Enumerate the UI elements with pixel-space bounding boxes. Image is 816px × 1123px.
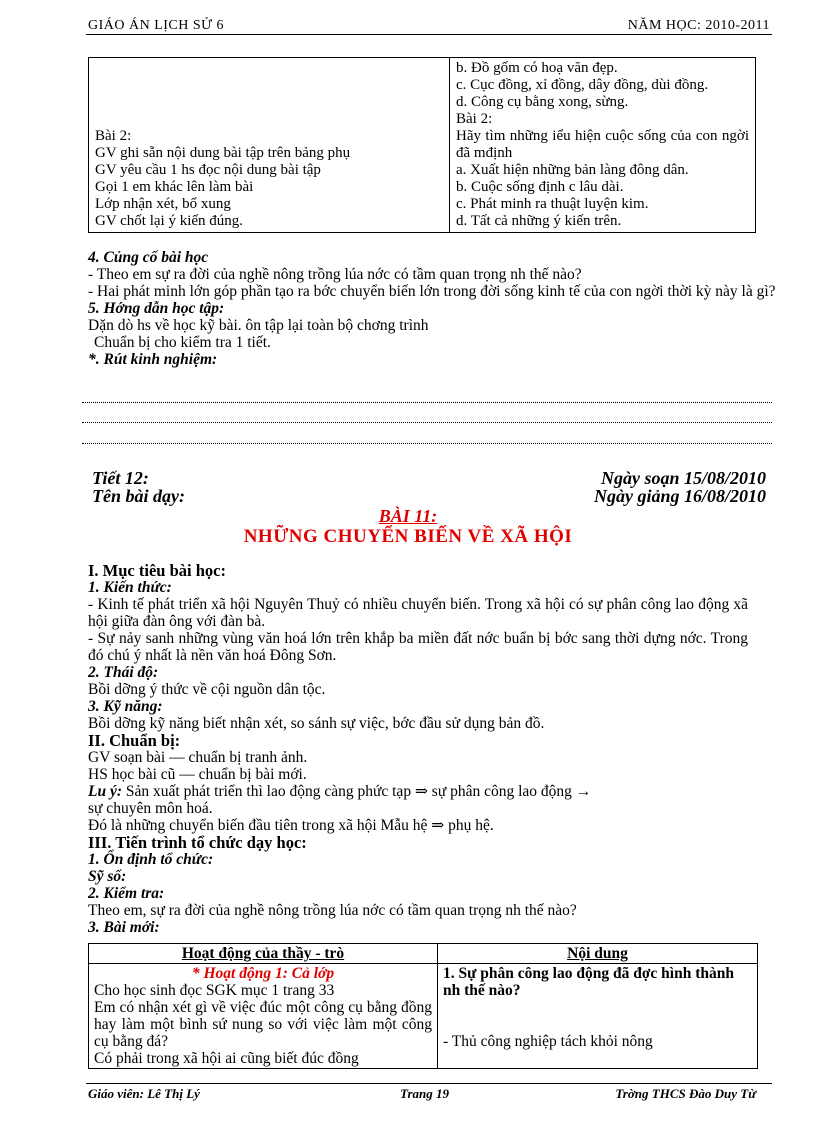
- table1-left-line: GV chốt lại ý kiến đúng.: [95, 213, 244, 229]
- section-4-title: 4. Củng cố bài học: [88, 249, 209, 266]
- activity-left-line: Cho học sinh đọc SGK mục 1 trang 33: [94, 982, 335, 999]
- table1-right-line: d. Công cụ bằng xong, sừng.: [456, 94, 629, 110]
- table1-right-line: Hãy tìm những iểu hiện cuộc sống của con ngời đã mđịnh: [456, 128, 749, 161]
- section-5-line: Dặn dò hs về học kỹ bài. ôn tập lại toàn bộ chơng trình: [88, 317, 429, 334]
- preparation-heading: II. Chuẩn bị:: [88, 731, 181, 750]
- table1-left-line: Gọi 1 em khác lên làm bài: [95, 179, 254, 195]
- table1-right-line: c. Phát minh ra thuật luyện kim.: [456, 196, 649, 212]
- note-line-2: Đó là những chuyển biến đầu tiên trong xã hội Mẫu hệ ⇒ phụ hệ.: [88, 817, 494, 834]
- table1-left-line: Bài 2:: [95, 128, 132, 144]
- footer-divider: [86, 1083, 772, 1084]
- activity-content-cell: [438, 964, 758, 1069]
- section-5-line: Chuẩn bị cho kiểm tra 1 tiết.: [94, 334, 271, 351]
- attitude-item: Bồi dỡng ý thức về cội nguồn dân tộc.: [88, 681, 326, 698]
- activity-table: [88, 943, 758, 1069]
- dotted-line: [82, 422, 772, 423]
- header-right: NĂM HỌC: 2010-2011: [627, 18, 770, 33]
- table1-right-line: b. Đồ gốm có hoạ văn đẹp.: [456, 60, 618, 76]
- table1-left-line: GV ghi sẵn nội dung bài tập trên bảng phụ: [95, 145, 351, 161]
- section-4-line: - Hai phát minh lớn góp phần tạo ra bớc chuyển biến lớn trong đời sống kinh tế của con ngời thời kỳ này là gì?: [88, 283, 776, 300]
- table1-left-line: Lớp nhận xét, bổ xung: [95, 196, 231, 212]
- section-5-title: 5. Hớng dẫn học tập:: [88, 300, 225, 317]
- lesson-body: [88, 562, 776, 936]
- preparation-date: Ngày soạn 15/08/2010: [600, 468, 766, 488]
- content-title: 1. Sự phân công lao động đã đợc hình thành nh thế nào?: [443, 965, 734, 999]
- process-heading: III. Tiến trình tổ chức dạy học:: [88, 833, 307, 852]
- preparation-teacher: GV soạn bài — chuẩn bị tranh ảnh.: [88, 749, 308, 766]
- exercise-teacher-column: [89, 58, 450, 233]
- experience-title: *. Rút kinh nghiệm:: [88, 351, 218, 368]
- activity-header-left: Hoạt động của thầy - trò: [89, 944, 438, 964]
- activity-teacher-cell: [89, 964, 438, 1069]
- process-step-3: 3. Bài mới:: [88, 919, 160, 936]
- lesson-name-label: Tên bài dạy:: [92, 486, 185, 506]
- lesson-title: NHỮNG CHUYỂN BIẾN VỀ XÃ HỘI: [243, 526, 573, 547]
- knowledge-heading: 1. Kiến thức:: [88, 579, 172, 596]
- footer-teacher: Giáo viên: Lê Thị Lý: [88, 1086, 200, 1101]
- content-line: - Thủ công nghiệp tách khỏi nông: [443, 1033, 653, 1050]
- skills-heading: 3. Kỹ năng:: [88, 698, 163, 715]
- footer-school: Trờng THCS Đào Duy Từ: [615, 1086, 756, 1101]
- note-text: Sản xuất phát triển thì lao động càng phức tạp ⇒ sự phân công lao động →: [125, 783, 592, 800]
- section-4: [88, 249, 776, 368]
- dotted-line: [82, 443, 772, 444]
- attitude-heading: 2. Thái độ:: [88, 664, 159, 681]
- table1-right-line: Bài 2:: [456, 111, 493, 127]
- teaching-date: Ngày giảng 16/08/2010: [593, 486, 766, 506]
- lesson-number: Tiết 12:: [92, 468, 149, 488]
- note-line-cont: sự chuyên môn hoá.: [88, 800, 213, 817]
- knowledge-item: - Sự nảy sanh những vùng văn hoá lớn trên khắp ba miền đất nớc buẩn bị bớc sang thời dựng nớc. Trong đó chú ý nhất là nền văn hoá Đông Sơn.: [88, 630, 748, 664]
- table1-right-line: b. Cuộc sống định c lâu dài.: [456, 179, 624, 195]
- table1-left-line: GV yêu cầu 1 hs đọc nội dung bài tập: [95, 162, 321, 178]
- header-divider: [86, 34, 772, 35]
- note-line: [88, 783, 776, 800]
- activity-header-right: Nội dung: [438, 944, 758, 964]
- exercise-content-column: [450, 58, 756, 233]
- lesson-code: BÀI 11:: [378, 506, 438, 526]
- activity-1-label: * Hoạt động 1: Cả lớp: [191, 965, 335, 982]
- attendance-label: Sỹ số:: [88, 868, 127, 885]
- activity-left-line: Có phải trong xã hội ai cũng biết đúc đồng: [94, 1050, 359, 1067]
- table1-right-line: a. Xuất hiện những bản làng đông dân.: [456, 162, 689, 178]
- objectives-heading: I. Mục tiêu bài học:: [88, 561, 226, 580]
- section-4-line: - Theo em sự ra đời của nghề nông trồng lúa nớc có tầm quan trọng nh thế nào?: [88, 266, 582, 283]
- note-label: Lu ý:: [88, 783, 123, 800]
- dotted-line: [82, 402, 772, 403]
- preparation-student: HS học bài cũ — chuẩn bị bài mới.: [88, 766, 307, 783]
- process-step-2: 2. Kiểm tra:: [88, 885, 165, 902]
- check-question: Theo em, sự ra đời của nghề nông trồng lúa nớc có tầm quan trọng nh thế nào?: [88, 902, 577, 919]
- knowledge-item: - Kinh tế phát triển xã hội Nguyên Thuỷ có nhiều chuyển biến. Trong xã hội có sự phân công lao động xã hội giữa đàn ông với đàn bà.: [88, 596, 748, 630]
- activity-left-line: Em có nhận xét gì về việc đúc một công cụ bằng đồng hay làm một bình sứ nung so với việc làm một công cụ bằng đá?: [94, 999, 432, 1050]
- exercise-table: [88, 57, 756, 233]
- table1-right-line: c. Cục đồng, xỉ đồng, dây đồng, dùi đồng.: [456, 77, 709, 93]
- skills-item: Bồi dỡng kỹ năng biết nhận xét, so sánh sự việc, bớc đầu sử dụng bản đồ.: [88, 715, 545, 732]
- footer-page: Trang 19: [400, 1086, 449, 1101]
- table1-right-line: d. Tất cả những ý kiến trên.: [456, 213, 622, 229]
- header-left: GIÁO ÁN LỊCH SỬ 6: [88, 18, 225, 33]
- process-step-1: 1. Ổn định tổ chức:: [88, 851, 214, 868]
